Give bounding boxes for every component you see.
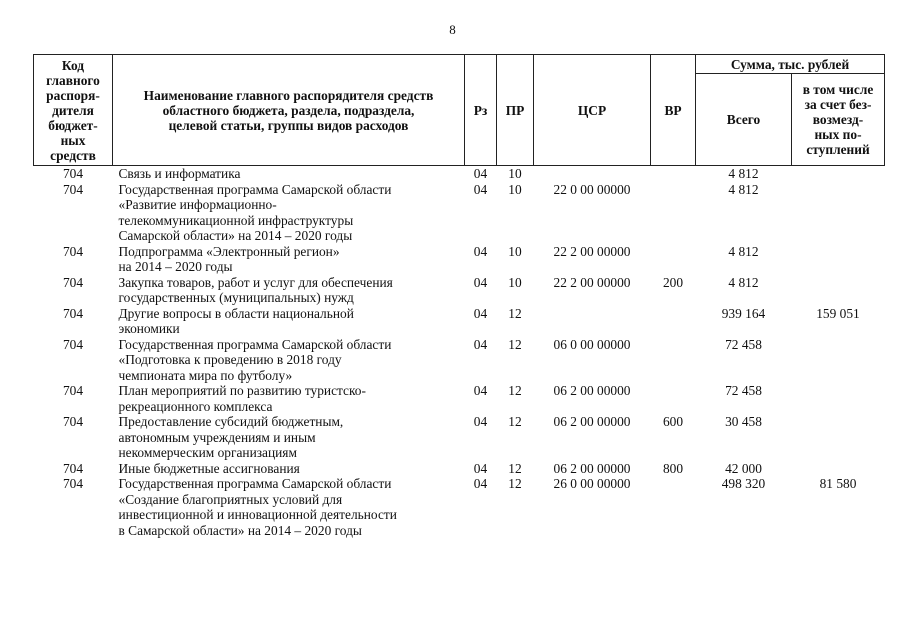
row-code: 704 (62, 166, 84, 181)
row-name-line: Государственная программа Самарской области (118, 476, 392, 491)
row-csr (534, 166, 651, 182)
row-csr: 06 2 00 00000 (553, 414, 631, 429)
row-free (792, 414, 885, 461)
row-name-line: «Подготовка к проведению в 2018 году (118, 352, 342, 367)
header-total: Всего (696, 74, 792, 166)
row-rz: 04 (473, 166, 488, 181)
row-name (113, 244, 465, 275)
row-total: 4 812 (728, 181, 759, 197)
row-name-line: инвестиционной и инновационной деятельности (118, 507, 397, 522)
row-pr: 12 (508, 305, 522, 321)
row-code: 704 (62, 243, 84, 259)
row-free (792, 182, 885, 244)
row-code: 704 (62, 383, 84, 398)
row-pr: 12 (508, 476, 522, 491)
table-row (34, 182, 885, 244)
row-pr: 10 (508, 181, 522, 197)
row-csr: 26 0 00 00000 (553, 476, 631, 491)
row-name-line: Государственная программа Самарской области (118, 181, 392, 197)
row-name (113, 182, 465, 244)
row-csr: 22 2 00 00000 (553, 274, 631, 290)
row-name-line: Подпрограмма «Электронный регион» (118, 243, 340, 259)
row-total: 72 458 (725, 336, 762, 352)
row-vr (651, 182, 696, 244)
row-free (792, 244, 885, 275)
row-vr (651, 383, 696, 414)
row-name-line: План мероприятий по развитию туристско- (118, 383, 366, 398)
row-pr: 10 (508, 243, 522, 259)
row-vr: 200 (662, 274, 684, 290)
budget-table (33, 54, 885, 538)
row-name (113, 166, 465, 182)
table-row (34, 476, 885, 538)
row-name (113, 306, 465, 337)
row-name-line: Иные бюджетные ассигнования (118, 460, 300, 476)
row-total: 498 320 (721, 476, 766, 491)
row-name-line: Связь и информатика (118, 166, 241, 181)
row-name-line: Другие вопросы в области национальной (118, 305, 354, 321)
row-vr (651, 337, 696, 384)
row-rz: 04 (473, 476, 488, 491)
table-header (34, 55, 885, 166)
row-total: 4 812 (728, 243, 759, 259)
row-code: 704 (62, 181, 84, 197)
row-csr: 22 0 00 00000 (553, 181, 631, 197)
row-name-line: на 2014 – 2020 годы (118, 259, 233, 274)
row-csr: 06 2 00 00000 (553, 383, 631, 398)
row-pr: 12 (508, 336, 522, 352)
row-total: 42 000 (725, 460, 762, 476)
header-name: Наименование главного распорядителя средств областного бюджета, раздела, подраздела, целевой статьи, группы видов расходов (113, 55, 465, 166)
row-total: 72 458 (725, 383, 762, 398)
row-pr: 12 (508, 460, 522, 476)
row-name-line: «Создание благоприятных условий для (118, 491, 343, 507)
row-vr (651, 166, 696, 182)
row-name-line: Закупка товаров, работ и услуг для обеспечения (118, 274, 393, 290)
row-name (113, 461, 465, 477)
header-rz: Рз (465, 55, 497, 166)
row-name (113, 275, 465, 306)
row-name-line: телекоммуникационной инфраструктуры (118, 212, 354, 228)
header-free: в том числе за счет без- возмезд- ных по- ступлений (792, 74, 885, 166)
table-row (34, 306, 885, 337)
row-total: 939 164 (721, 305, 766, 321)
row-name-line: автономным учреждениям и иным (118, 429, 316, 445)
row-name (113, 476, 465, 538)
row-rz: 04 (473, 181, 488, 197)
row-name (113, 414, 465, 461)
row-name-line: государственных (муниципальных) нужд (118, 290, 354, 305)
row-name (113, 383, 465, 414)
table-row (34, 337, 885, 384)
row-code: 704 (62, 460, 84, 476)
row-free (792, 275, 885, 306)
row-name-line: рекреационного комплекса (118, 398, 273, 414)
row-free: 159 051 (816, 305, 860, 321)
row-vr (651, 306, 696, 337)
header-sum-group: Сумма, тыс. рублей (696, 55, 885, 74)
row-pr: 12 (508, 414, 522, 429)
row-name-line: в Самарской области» на 2014 – 2020 годы (118, 522, 362, 538)
row-code: 704 (62, 274, 84, 290)
row-name-line: экономики (118, 321, 180, 336)
table-row (34, 244, 885, 275)
row-free (792, 166, 885, 182)
row-code: 704 (62, 305, 84, 321)
row-vr: 800 (662, 460, 684, 476)
table-row (34, 275, 885, 306)
row-free (792, 461, 885, 477)
row-code: 704 (62, 476, 84, 491)
row-pr: 10 (508, 274, 522, 290)
row-rz: 04 (473, 336, 488, 352)
row-name-line: Самарской области» на 2014 – 2020 годы (118, 228, 353, 243)
table-row (34, 414, 885, 461)
row-total: 30 458 (725, 414, 762, 429)
table-row (34, 461, 885, 477)
row-name-line: некоммерческим организациям (118, 445, 297, 460)
row-code: 704 (62, 336, 84, 352)
row-code: 704 (62, 414, 84, 429)
row-vr (651, 244, 696, 275)
header-code: Код главного распоря- дителя бюджет- ных средств (34, 55, 113, 166)
row-csr: 06 2 00 00000 (553, 460, 631, 476)
row-name-line: «Развитие информационно- (118, 197, 277, 212)
row-rz: 04 (473, 305, 488, 321)
header-csr: ЦСР (534, 55, 651, 166)
row-total: 4 812 (728, 274, 759, 290)
row-pr: 10 (508, 166, 522, 181)
row-rz: 04 (473, 243, 488, 259)
row-name-line: Государственная программа Самарской области (118, 336, 392, 352)
row-vr (651, 476, 696, 538)
table-row (34, 166, 885, 182)
row-name-line: Предоставление субсидий бюджетным, (118, 414, 344, 429)
row-name-line: чемпионата мира по футболу» (118, 367, 293, 383)
row-name (113, 337, 465, 384)
table-body (34, 166, 885, 539)
row-rz: 04 (473, 274, 488, 290)
row-rz: 04 (473, 383, 488, 398)
page-number: 8 (449, 22, 456, 37)
table-row (34, 383, 885, 414)
row-pr: 12 (508, 383, 522, 398)
row-total: 4 812 (728, 166, 759, 181)
row-csr: 06 0 00 00000 (553, 336, 631, 352)
row-rz: 04 (473, 414, 488, 429)
header-pr: ПР (497, 55, 534, 166)
row-rz: 04 (473, 460, 488, 476)
row-csr (534, 306, 651, 337)
header-vr: ВР (651, 55, 696, 166)
row-free (792, 337, 885, 384)
row-free (792, 383, 885, 414)
row-csr: 22 2 00 00000 (553, 243, 631, 259)
row-vr: 600 (662, 414, 684, 429)
row-free: 81 580 (819, 476, 857, 491)
